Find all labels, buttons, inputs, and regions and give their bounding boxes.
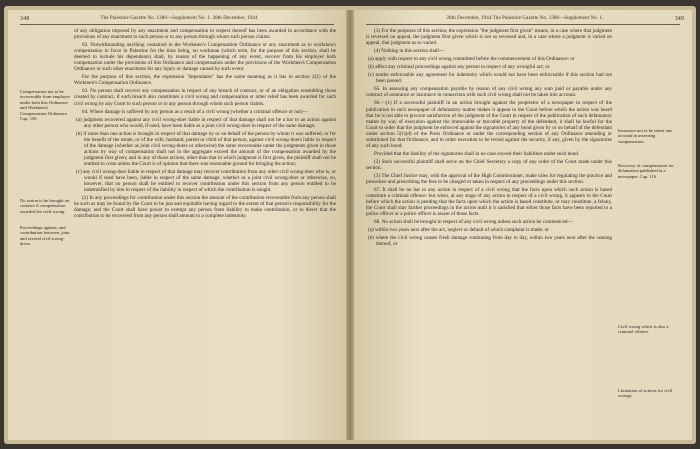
margin-note: Limitation of actions for civil wrongs. bbox=[618, 388, 673, 399]
paragraph: (b) affect any criminal proceedings against any person in respect of any wrongful act; or bbox=[368, 64, 550, 71]
paragraph: of any obligation imposed by any enactment and compensation in respect thereof has been awarded in accordance with the provisions of any enactment to such person or to any person through whom such person claims. bbox=[74, 28, 336, 41]
book-spread bbox=[4, 6, 696, 444]
left-page-number: 348 bbox=[20, 16, 30, 22]
header-rule bbox=[20, 24, 334, 25]
paragraph: 67. It shall be no bar to any action in respect of a civil wrong that the facts upon which such action is based constitute a criminal offence: but when, at any stage of any action in respect of a civil wrong, it appears to the Court before which the action is pending that the facts upon which the action is based constitute, or may constitute, a felony, the Court shall stay further proceedings in the action until it is satisfied that either those facts have been reported to a police officer or a police officer is aware of those facts. bbox=[366, 187, 612, 218]
paragraph: For the purpose of this section, the expression "dependants" has the same meaning as it has in section 2(1) of the Workmen's Compensation Ordinance. bbox=[74, 74, 336, 87]
paragraph: 65. In assessing any compensation payable by reason of any civil wrong any sum paid or payable under any contract of assurance or insurance in connection with such civil wrong shall not be taken into account. bbox=[366, 86, 612, 99]
paragraph: (3) For the purposes of this section, the expression "the judgment first given" means, in a case where that judgment is reversed on appeal, the judgment first given which is not so reversed and, in a case where a judgment is varied on appeal, that judgment as so varied. bbox=[366, 28, 612, 47]
paragraph: (c) any civil wrong-doer liable in respect of that damage may recover contribution from any other civil wrong-doer who is, or would if sued have been, liable in respect of the same damage, whether as a joint civil wrong-doer or otherwise, so, however, that no person shall be entitled to recover contribution under this section from any person entitled to be indemnified by him in respect of the liability in respect of which the contribution is sought. bbox=[76, 168, 336, 194]
margin-note: No action to be brought on contract if compensation awarded for civil wrong. bbox=[20, 198, 70, 214]
margin-note: Compensation not to be recoverable from employer under both this Ordinance and Workmen's Compensation Ordinance. Cap. 156. bbox=[20, 89, 70, 122]
margin-note: Insurance not to be taken into account in assessing compensation. bbox=[618, 128, 673, 144]
margin-note: Civil wrong which is also a criminal offence. bbox=[618, 324, 669, 335]
header-rule bbox=[366, 24, 680, 25]
paragraph: (a) judgment recovered against any civil wrong-doer liable in respect of that damage shall not be a bar to an action against any other person who would, if sued, have been liable as a joint civil wrong-doer in respect of the same damage; bbox=[76, 116, 336, 129]
right-page-number: 349 bbox=[674, 16, 684, 22]
right-running-head: 28th December, 1944 The Palestine Gazette No. 1380—Supplement No. 1. bbox=[446, 16, 604, 21]
paragraph: (b) where the civil wrong causes fresh damage continuing from day to day, within two years next after the ceasing thereof, or bbox=[368, 235, 612, 248]
paragraph: (3) The Chief Justice may, with the approval of the High Commissioner, make rules for regulating the practice and procedure and prescribing the fees to be charged or taken in respect of any proceedings under this section. bbox=[366, 172, 612, 186]
paragraph: 64. Where damage is suffered by any person as a result of a civil wrong (whether a criminal offence or not)— bbox=[82, 108, 308, 115]
left-running-head: The Palestine Gazette No. 1380—Supplement No. 1. 28th December, 1944 bbox=[100, 16, 258, 21]
margin-note: Proceedings against, and contribution between, joint and several civil wrong-doers. bbox=[20, 225, 70, 247]
paragraph: 62. Notwithstanding anything contained in the Workmen's Compensation Ordinance or any enactment as to workmen's compensation in force in Palestine for the time being, no workman (which term, for the purpose of this section, shall be deemed to include his dependants) shall, by reason of the happening of any event, recover from his employer both compensation under the provisions of this Ordinance and compensation under the provisions of the Workmen's Compensation Ordinance or such other enactment for any injury or damage caused by such event. bbox=[74, 42, 336, 73]
paragraph: 66.—(1) If a successful plaintiff in an action brought against the proprietor of a newspaper in respect of the publication in such newspaper of defamatory matter makes it appear to the Court before which the action was heard that he is not able to procure satisfaction of the judgment of the Court in respect of the publication of such defamatory matter by way of execution against the immovable or movable property of the defendant, it shall be lawful for the Court to order that the judgment be enforced against the signatories of any bond given by or on behalf of the defendant under section 5(1)(d) of the Press Ordinance or under the corresponding section of any Ordinance amending or substituted for that Ordinance, and to order execution to be levied against the security, if any, given by the signatories of any such bond: bbox=[366, 100, 612, 149]
left-page bbox=[8, 10, 346, 440]
paragraph: (b) if more than one action is brought in respect of that damage by or on behalf of the person by whom it was suffered, or for the benefit of the estate, or of the wife, husband, parent or child of that person, against civil wrong-doers liable in respect of the damage (whether as joint civil wrong-doers or otherwise) the sums recoverable under the judgments given in those actions by way of compensation shall not in the aggregate exceed the amount of the compensation awarded by the judgment first given; and in any of those actions, other than that in which judgment is first given, the plaintiff shall not be entitled to costs unless the Court is of opinion that there was reasonable ground for bringing the action; bbox=[76, 130, 336, 167]
paragraph: 63. No person shall recover any compensation in respect of any breach of contract, or of an obligation resembling those created by contract, if such breach also constitutes a civil wrong and compensation or other relief has been awarded for such civil wrong by any Court to such person or to any person through whom such person claims. bbox=[74, 88, 336, 107]
paragraph: (4) Nothing in this section shall— bbox=[374, 48, 445, 55]
right-body-text bbox=[366, 28, 612, 250]
paragraph: (2) Such successful plaintiff shall serve on the Chief Secretary a copy of any order of the Court made under this section. bbox=[366, 158, 612, 171]
paragraph: (c) render enforceable any agreement for indemnity which would not have been enforceable if this section had not been passed. bbox=[368, 72, 612, 85]
right-page bbox=[354, 10, 692, 440]
paragraph: Provided that the liability of the signatories shall in no case exceed their liabilities under such bond. bbox=[374, 150, 580, 157]
book-gutter bbox=[346, 10, 354, 440]
paragraph: 68. No action shall be brought in respect of any civil wrong unless such action be commenced— bbox=[374, 219, 573, 226]
paragraph: (2) In any proceedings for contribution under this section the amount of the contribution recoverable from any person shall be such as may be found by the Court to be just and equitable having regard to the extent of that person's responsibility for the damage; and the Court shall have power to exempt any person from liability to make contribution, or to direct that the contribution to be recovered from any person shall amount to a complete indemnity. bbox=[74, 195, 336, 220]
paragraph: (a) apply with respect to any civil wrong committed before the commencement of this Ordinance; or bbox=[368, 56, 575, 63]
margin-note: Recovery of compensation for defamation published in a newspaper. Cap. 116. bbox=[618, 163, 674, 179]
paragraph: (a) within two years next after the act, neglect or default of which complaint is made; or bbox=[368, 227, 549, 234]
left-body-text bbox=[74, 28, 336, 221]
